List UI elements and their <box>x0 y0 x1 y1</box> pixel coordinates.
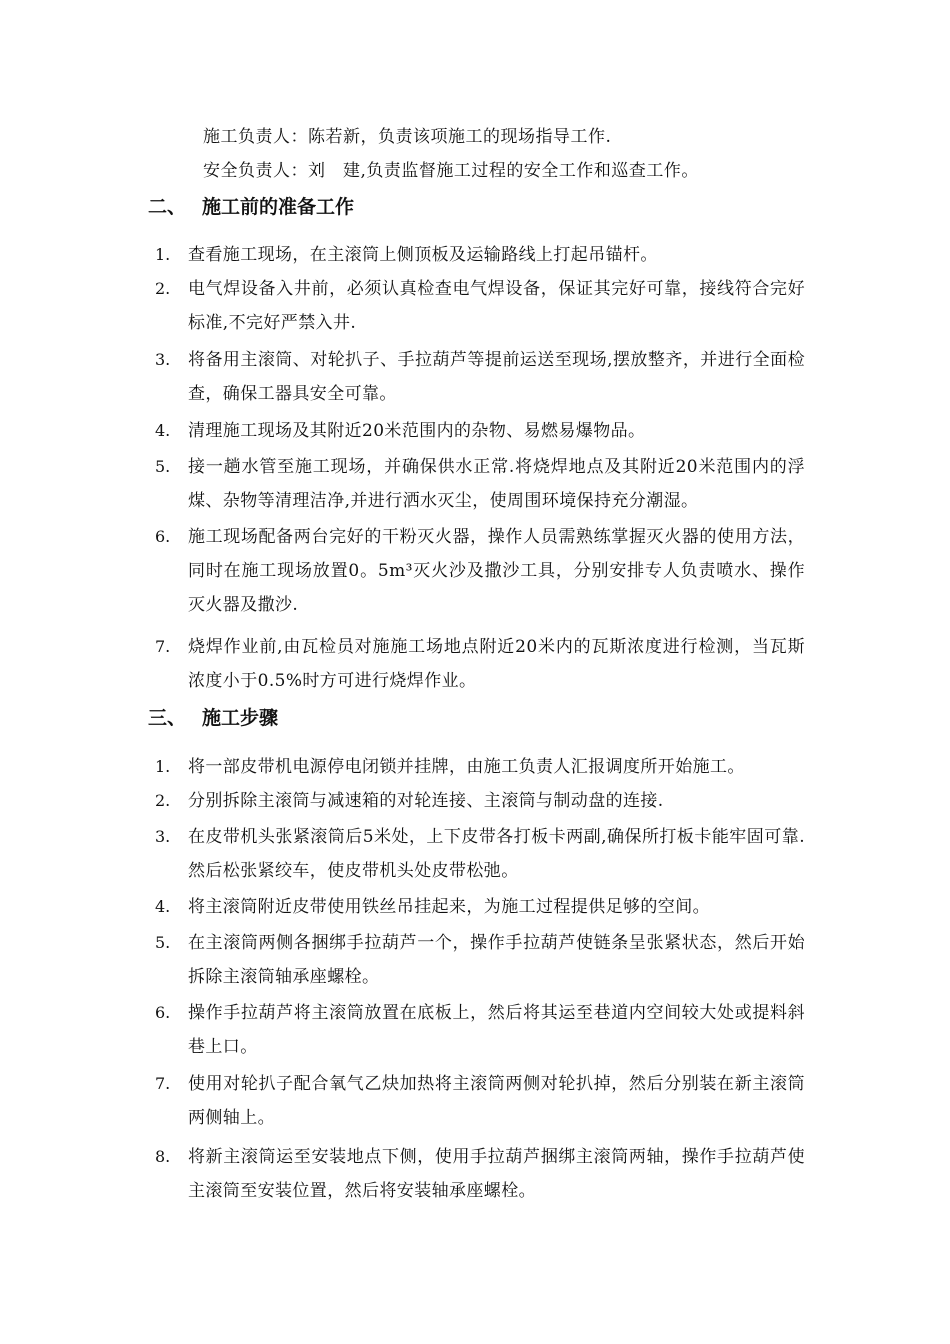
list-item <box>155 414 805 448</box>
item-text: 分别拆除主滚筒与减速箱的对轮连接、主滚筒与制动盘的连接. <box>188 791 664 811</box>
item-number: 3. <box>155 350 171 369</box>
section-number: 三、 <box>148 707 187 729</box>
item-number: 1. <box>155 245 171 264</box>
item-number: 4. <box>155 421 171 440</box>
section-number: 二、 <box>148 196 187 218</box>
item-number: 7. <box>155 1074 171 1093</box>
item-text: 在主滚筒两侧各捆绑手拉葫芦一个，操作手拉葫芦使链条呈张紧状态，然后开始拆除主滚筒轴承座螺栓。 <box>188 933 805 987</box>
list-item <box>155 820 805 888</box>
item-number: 4. <box>155 897 171 916</box>
list-item <box>155 996 805 1064</box>
item-text: 将一部皮带机电源停电闭锁并挂牌，由施工负责人汇报调度所开始施工。 <box>188 757 745 777</box>
construction-leader-line: 施工负责人：陈若新，负责该项施工的现场指导工作. <box>203 127 612 147</box>
list-item <box>155 1140 805 1208</box>
safety-leader-line: 安全负责人：刘 建,负责监督施工过程的安全工作和巡查工作。 <box>203 161 699 181</box>
item-number: 8. <box>155 1147 171 1166</box>
item-text: 将新主滚筒运至安装地点下侧，使用手拉葫芦捆绑主滚筒两轴，操作手拉葫芦使主滚筒至安装位置，然后将安装轴承座螺栓。 <box>188 1147 805 1201</box>
item-text: 清理施工现场及其附近20米范围内的杂物、易燃易爆物品。 <box>188 421 646 441</box>
item-text: 接一趟水管至施工现场，并确保供水正常.将烧焊地点及其附近20米范围内的浮煤、杂物等清理洁净,并进行洒水灭尘，使周围环境保持充分潮湿。 <box>188 457 805 511</box>
list-item <box>155 1067 805 1135</box>
section-heading-steps <box>148 705 278 731</box>
item-text: 使用对轮扒子配合氧气乙炔加热将主滚筒两侧对轮扒掉，然后分别装在新主滚筒两侧轴上。 <box>188 1074 805 1128</box>
item-text: 在皮带机头张紧滚筒后5米处，上下皮带各打板卡两副,确保所打板卡能牢固可靠.然后松张紧绞车，使皮带机头处皮带松弛。 <box>188 827 805 881</box>
item-number: 2. <box>155 791 171 810</box>
list-item <box>155 238 805 272</box>
item-text: 电气焊设备入井前，必须认真检查电气焊设备，保证其完好可靠，接线符合完好标准,不完好严禁入井. <box>188 279 805 333</box>
list-item <box>155 450 805 518</box>
item-number: 1. <box>155 757 171 776</box>
item-text: 查看施工现场，在主滚筒上侧顶板及运输路线上打起吊锚杆。 <box>188 245 658 265</box>
list-item <box>155 784 805 818</box>
section-title: 施工步骤 <box>202 707 279 729</box>
list-item <box>155 343 805 411</box>
item-number: 3. <box>155 827 171 846</box>
item-number: 6. <box>155 527 171 546</box>
item-text: 施工现场配备两台完好的干粉灭火器，操作人员需熟练掌握灭火器的使用方法，同时在施工现场放置0。5m³灭火沙及撒沙工具，分别安排专人负责喷水、操作灭火器及撒沙. <box>188 527 805 615</box>
list-item <box>155 750 805 784</box>
item-number: 5. <box>155 933 171 952</box>
section-title: 施工前的准备工作 <box>202 196 355 218</box>
list-item <box>155 630 805 698</box>
item-number: 2. <box>155 279 171 298</box>
item-number: 5. <box>155 457 171 476</box>
item-number: 7. <box>155 637 171 656</box>
list-item <box>155 890 805 924</box>
item-text: 将主滚筒附近皮带使用铁丝吊挂起来，为施工过程提供足够的空间。 <box>188 897 710 917</box>
item-text: 烧焊作业前,由瓦检员对施施工场地点附近20米内的瓦斯浓度进行检测，当瓦斯浓度小于0.5%时方可进行烧焊作业。 <box>188 637 805 691</box>
item-number: 6. <box>155 1003 171 1022</box>
section-heading-preparation <box>148 194 354 220</box>
list-item <box>155 272 805 340</box>
item-text: 将备用主滚筒、对轮扒子、手拉葫芦等提前运送至现场,摆放整齐，并进行全面检查，确保工器具安全可靠。 <box>188 350 805 404</box>
list-item <box>155 926 805 994</box>
list-item <box>155 520 805 622</box>
item-text: 操作手拉葫芦将主滚筒放置在底板上，然后将其运至巷道内空间较大处或提料斜巷上口。 <box>188 1003 805 1057</box>
